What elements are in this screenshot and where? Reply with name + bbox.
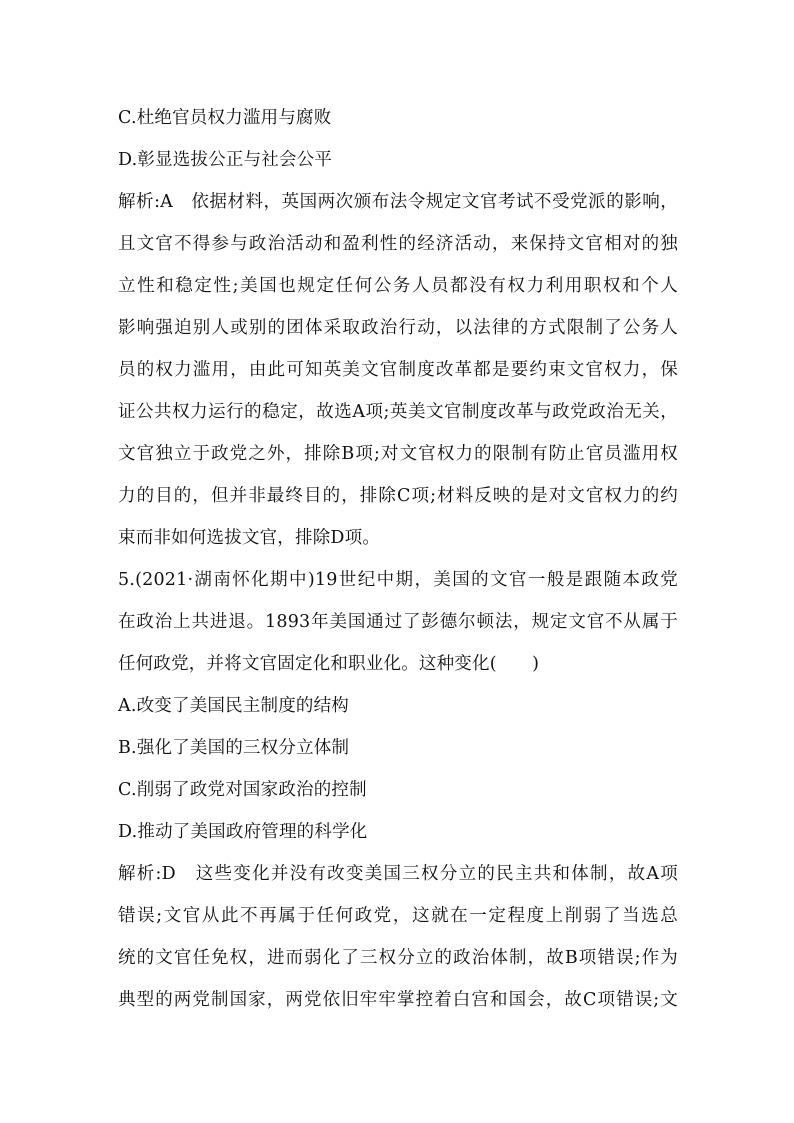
q4-analysis-line: 束而非如何选拔文官，排除D项。: [118, 528, 381, 548]
q5-analysis-line: 典型的两党制国家，两党依旧牢牢掌控着白宫和国会，故C项错误;文: [118, 990, 678, 1010]
q5-analysis-line: 错误;文官从此不再属于任何政党，这就在一定程度上削弱了当选总: [118, 906, 678, 926]
q4-analysis-line: 立性和稳定性;美国也规定任何公务人员都没有权力利用职权和个人: [118, 276, 678, 296]
q5-stem-line: 在政治上共进退。1893年美国通过了彭德尔顿法，规定文官不从属于: [118, 612, 678, 632]
q5-option-b: B.强化了美国的三权分立体制: [118, 738, 350, 758]
q5-analysis-line: 统的文官任免权，进而弱化了三权分立的政治体制，故B项错误;作为: [118, 948, 678, 968]
q4-analysis-line: 证公共权力运行的稳定，故选A项;英美文官制度改革与政党政治无关，: [118, 402, 678, 422]
q4-analysis-line: 且文官不得参与政治活动和盈利性的经济活动，来保持文官相对的独: [118, 234, 678, 254]
q5-analysis-line: 解析:D 这些变化并没有改变美国三权分立的民主共和体制，故A项: [118, 864, 678, 884]
q4-option-d: D.彰显选拔公正与社会公平: [118, 150, 333, 170]
q4-analysis-line: 影响强迫别人或别的团体采取政治行动，以法律的方式限制了公务人: [118, 318, 678, 338]
q5-stem-line: 任何政党，并将文官固定化和职业化。这种变化( ): [118, 654, 540, 674]
q4-analysis-line: 员的权力滥用，由此可知英美文官制度改革都是要约束文官权力，保: [118, 360, 678, 380]
q4-option-c: C.杜绝官员权力滥用与腐败: [118, 108, 332, 128]
q4-analysis-line: 解析:A 依据材料，英国两次颁布法令规定文官考试不受党派的影响，: [118, 192, 678, 212]
q4-analysis-line: 文官独立于政党之外，排除B项;对文官权力的限制有防止官员滥用权: [118, 444, 678, 464]
q5-option-d: D.推动了美国政府管理的科学化: [118, 822, 368, 842]
q5-option-a: A.改变了美国民主制度的结构: [118, 696, 349, 716]
q5-stem-line: 5.(2021·湖南怀化期中)19世纪中期，美国的文官一般是跟随本政党: [118, 570, 678, 590]
q4-analysis-line: 力的目的，但并非最终目的，排除C项;材料反映的是对文官权力的约: [118, 486, 678, 506]
q5-option-c: C.削弱了政党对国家政治的控制: [118, 780, 367, 800]
